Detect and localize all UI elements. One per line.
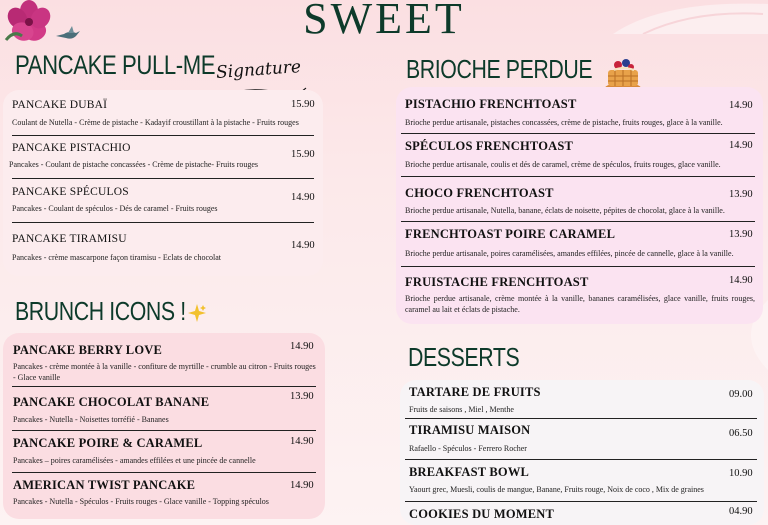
item-price: 14.90 <box>291 192 315 203</box>
item-price: 14.90 <box>729 275 753 286</box>
divider <box>401 176 755 177</box>
item-price: 13.90 <box>729 229 753 240</box>
divider <box>12 430 316 431</box>
item-name: PANCAKE BERRY LOVE <box>13 343 163 357</box>
signature-label: Signature <box>215 57 302 83</box>
item-description: Brioche perdue artisanale, crème montée à la vanille, bananes caramélisées, glace vanille, fruits rouges, caramel au lait et éclats de pistache. <box>405 294 755 314</box>
item-price: 14.90 <box>290 480 314 491</box>
item-description: Rafaello - Spéculos - Ferrero Rocher <box>409 444 527 453</box>
item-price: 06.50 <box>729 428 753 439</box>
item-description: Coulant de Nutella - Crème de pistache - Kadayif croustillant à la pistache - Fruits rouges <box>12 118 299 127</box>
divider <box>12 178 314 179</box>
item-name: FRENCHTOAST POIRE CARAMEL <box>405 227 616 241</box>
item-name: PANCAKE SPÉCULOS <box>12 186 129 198</box>
panel-desserts <box>400 380 764 525</box>
panel-pancake-pull-me <box>3 90 323 276</box>
section-title-brunch-icons: BRUNCH ICONS ! <box>15 296 186 326</box>
item-description: Yaourt grec, Muesli, coulis de mangue, Banane, Fruits rouge, Noix de coco , Mix de graines <box>409 485 704 494</box>
item-price: 09.00 <box>729 389 753 400</box>
item-price: 13.90 <box>729 189 753 200</box>
item-description: Brioche perdue artisanale, coulis et dés de caramel, crème de spéculos, fruits rouges, glace vanille. <box>405 160 721 169</box>
item-description: Pancakes - Nutella - Noisettes torréfié - Bananes <box>13 415 169 424</box>
item-name: COOKIES DU MOMENT <box>409 507 555 521</box>
item-price: 10.90 <box>729 468 753 479</box>
item-description: Pancakes - crème montée à la vanille - confiture de myrtille - crumble au citron - Fruits rouges - Glace vanille <box>13 362 316 382</box>
divider <box>405 459 757 460</box>
item-name: AMERICAN TWIST PANCAKE <box>13 478 196 492</box>
item-price: 14.90 <box>290 436 314 447</box>
panel-brioche-perdue <box>396 87 763 324</box>
item-price: 15.90 <box>291 99 315 110</box>
panel-brunch-icons <box>3 333 325 519</box>
item-name: PANCAKE PISTACHIO <box>12 142 131 154</box>
divider <box>12 472 316 473</box>
item-description: Fruits de saisons , Miel , Menthe <box>409 405 514 414</box>
divider <box>405 501 757 502</box>
item-name: TARTARE DE FRUITS <box>409 385 541 399</box>
item-name: SPÉCULOS FRENCHTOAST <box>405 139 574 153</box>
item-price: 14.90 <box>290 341 314 352</box>
item-name: PANCAKE DUBAÏ <box>12 99 108 111</box>
divider <box>401 221 755 222</box>
item-description: Pancakes - Nutella - Spéculos - Fruits rouges - Glace vanille - Topping spéculos <box>13 497 269 506</box>
item-name: PANCAKE TIRAMISU <box>12 233 127 245</box>
item-description: Brioche perdue artisanale, pistaches concassées, crème de pistache, fruits rouges, glace à la vanille. <box>405 118 723 127</box>
divider <box>12 386 316 387</box>
section-title-desserts: DESSERTS <box>408 342 520 372</box>
item-price: 13.90 <box>290 391 314 402</box>
item-name: PISTACHIO FRENCHTOAST <box>405 97 577 111</box>
divider <box>401 133 755 134</box>
divider <box>12 222 314 223</box>
item-name: PANCAKE CHOCOLAT BANANE <box>13 395 210 409</box>
item-description: Pancakes - crème mascarpone façon tiramisu - Eclats de chocolat <box>12 253 222 262</box>
divider <box>12 135 314 136</box>
item-name: PANCAKE POIRE & CARAMEL <box>13 436 203 450</box>
item-description: Brioche perdue artisanale, Nutella, banane, éclats de noisette, pépites de chocolat, glace à la vanille. <box>405 206 725 215</box>
item-description: Brioche perdue artisanale, poires caramélisées, amandes effilées, pincée de cannelle, glace à la vanille. <box>405 249 734 258</box>
divider <box>401 266 755 267</box>
item-price: 14.90 <box>291 240 315 251</box>
item-name: FRUISTACHE FRENCHTOAST <box>405 275 589 289</box>
item-name: BREAKFAST BOWL <box>409 465 530 479</box>
item-price: 14.90 <box>729 100 753 111</box>
sparkle-icon <box>187 303 207 323</box>
item-price: 04.90 <box>729 506 753 517</box>
item-description: Pancakes - Coulant de pistache concassées - Crème de pistache- Fruits rouges <box>9 160 259 169</box>
divider <box>405 418 757 419</box>
item-name: CHOCO FRENCHTOAST <box>405 186 554 200</box>
item-price: 14.90 <box>729 140 753 151</box>
item-description: Pancakes - Coulant de spéculos - Dés de caramel - Fruits rouges <box>12 204 218 213</box>
section-title-pancake-pull-me: PANCAKE PULL-ME <box>15 50 216 80</box>
section-title-brioche-perdue: BRIOCHE PERDUE <box>406 54 593 84</box>
page-title: SWEET <box>303 0 465 43</box>
item-price: 15.90 <box>291 149 315 160</box>
item-description: Pancakes – poires caramélisées - amandes effilées et une pincée de cannelle <box>13 456 256 465</box>
item-name: TIRAMISU MAISON <box>409 423 531 437</box>
